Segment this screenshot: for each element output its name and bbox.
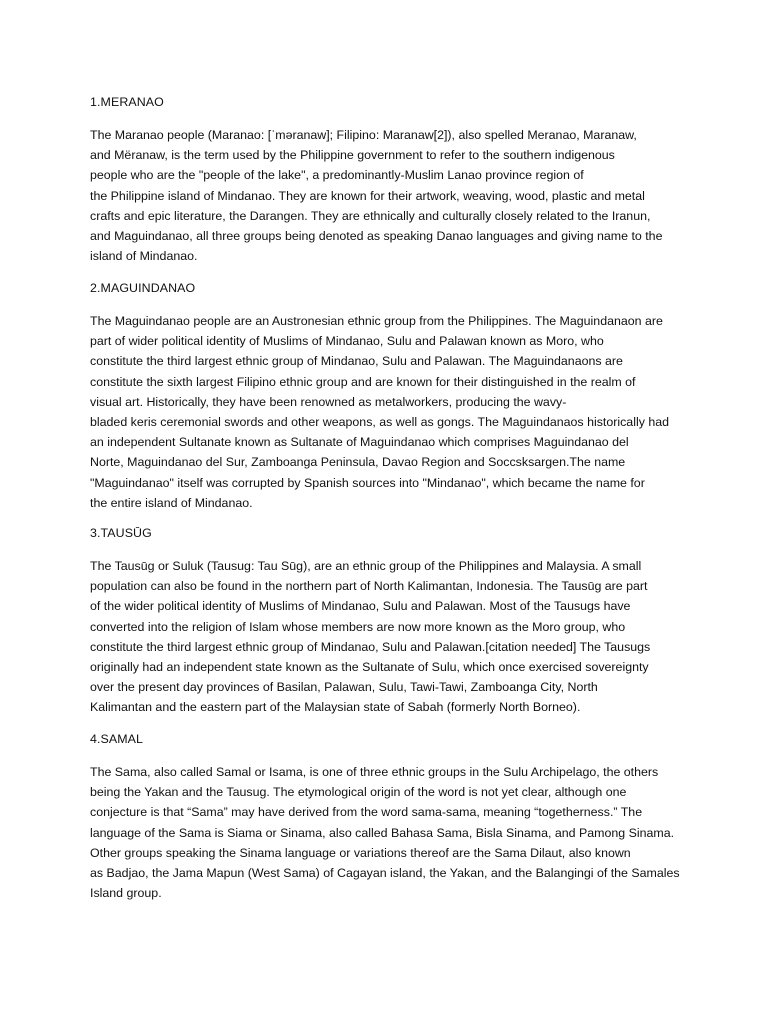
paragraph-line: island of Mindanao. <box>90 249 198 264</box>
paragraph-line: the Philippine island of Mindanao. They are known for their artwork, weaving, wood, plastic and metal <box>90 188 645 203</box>
paragraph-line: constitute the sixth largest Filipino ethnic group and are known for their distinguished in the realm of <box>90 374 636 389</box>
paragraph-line: Norte, Maguindanao del Sur, Zamboanga Peninsula, Davao Region and Soccsksargen.The name <box>90 455 626 470</box>
section-paragraph <box>90 125 686 266</box>
section-heading: 3.TAUSŪG <box>90 526 152 540</box>
paragraph-line: and Mëranaw, is the term used by the Philippine government to refer to the southern indigenous <box>90 148 615 163</box>
section-paragraph <box>90 311 686 513</box>
section-heading: 2.MAGUINDANAO <box>90 281 196 295</box>
section-maguindanao <box>90 278 686 513</box>
paragraph-line: crafts and epic literature, the Darangen. They are ethnically and culturally closely related to the Iranun, <box>90 208 651 223</box>
section-meranao <box>90 92 686 266</box>
paragraph-line: being the Yakan and the Tausug. The etymological origin of the word is not yet clear, although one <box>90 785 627 800</box>
paragraph-line: The Maranao people (Maranao: [ˈməranaw]; Filipino: Maranaw[2]), also spelled Meranao, Maranaw, <box>90 128 637 142</box>
paragraph-line: originally had an independent state known as the Sultanate of Sulu, which once exercised sovereignty <box>90 659 649 674</box>
paragraph-line: constitute the third largest ethnic group of Mindanao, Sulu and Palawan.[citation needed] The Tausugs <box>90 639 651 654</box>
paragraph-line: the entire island of Mindanao. <box>90 495 253 510</box>
paragraph-line: part of wider political identity of Muslims of Mindanao, Sulu and Palawan known as Moro, who <box>90 334 604 349</box>
paragraph-line: over the present day provinces of Basilan, Palawan, Sulu, Tawi-Tawi, Zamboanga City, North <box>90 680 598 695</box>
paragraph-line: conjecture is that “Sama” may have derived from the word sama-sama, meaning “togetherness.” The <box>90 805 643 820</box>
paragraph-line: and Maguindanao, all three groups being denoted as speaking Danao languages and giving name to the <box>90 228 663 243</box>
section-heading: 4.SAMAL <box>90 732 144 746</box>
paragraph-line: population can also be found in the northern part of North Kalimantan, Indonesia. The Tausūg are part <box>90 579 648 594</box>
paragraph-line: an independent Sultanate known as Sultanate of Maguindanao which comprises Maguindanao del <box>90 435 629 450</box>
paragraph-line: as Badjao, the Jama Mapun (West Sama) of Cagayan island, the Yakan, and the Balangingi of the Samales <box>90 865 680 880</box>
section-samal <box>90 729 686 903</box>
paragraph-line: Other groups speaking the Sinama language or variations thereof are the Sama Dilaut, also known <box>90 845 631 860</box>
paragraph-line: converted into the religion of Islam whose members are now more known as the Moro group, who <box>90 619 626 634</box>
paragraph-line: The Sama, also called Samal or Isama, is one of three ethnic groups in the Sulu Archipelago, the others <box>90 765 659 779</box>
paragraph-line: "Maguindanao" itself was corrupted by Spanish sources into "Mindanao", which became the name for <box>90 475 645 490</box>
paragraph-line: visual art. Historically, they have been renowned as metalworkers, producing the wavy- <box>90 394 567 409</box>
section-heading: 1.MERANAO <box>90 95 164 109</box>
paragraph-line: of the wider political identity of Muslims of Mindanao, Sulu and Palawan. Most of the Tausugs have <box>90 599 631 614</box>
section-paragraph <box>90 762 686 903</box>
paragraph-line: Kalimantan and the eastern part of the Malaysian state of Sabah (formerly North Borneo). <box>90 700 581 715</box>
section-tausug <box>90 523 686 718</box>
paragraph-line: The Tausūg or Suluk (Tausug: Tau Sūg), are an ethnic group of the Philippines and Malaysia. A small <box>90 559 642 573</box>
paragraph-line: language of the Sama is Siama or Sinama, also called Bahasa Sama, Bisla Sinama, and Pamong Sinama. <box>90 825 675 840</box>
paragraph-line: bladed keris ceremonial swords and other weapons, as well as gongs. The Maguindanaos historically had <box>90 414 670 429</box>
paragraph-line: people who are the "people of the lake", a predominantly-Muslim Lanao province region of <box>90 168 584 183</box>
paragraph-line: constitute the third largest ethnic group of Mindanao, Sulu and Palawan. The Maguindanaons are <box>90 354 623 369</box>
paragraph-line: The Maguindanao people are an Austronesian ethnic group from the Philippines. The Maguindanaon are <box>90 314 663 328</box>
section-paragraph <box>90 556 686 718</box>
paragraph-line: Island group. <box>90 886 162 901</box>
